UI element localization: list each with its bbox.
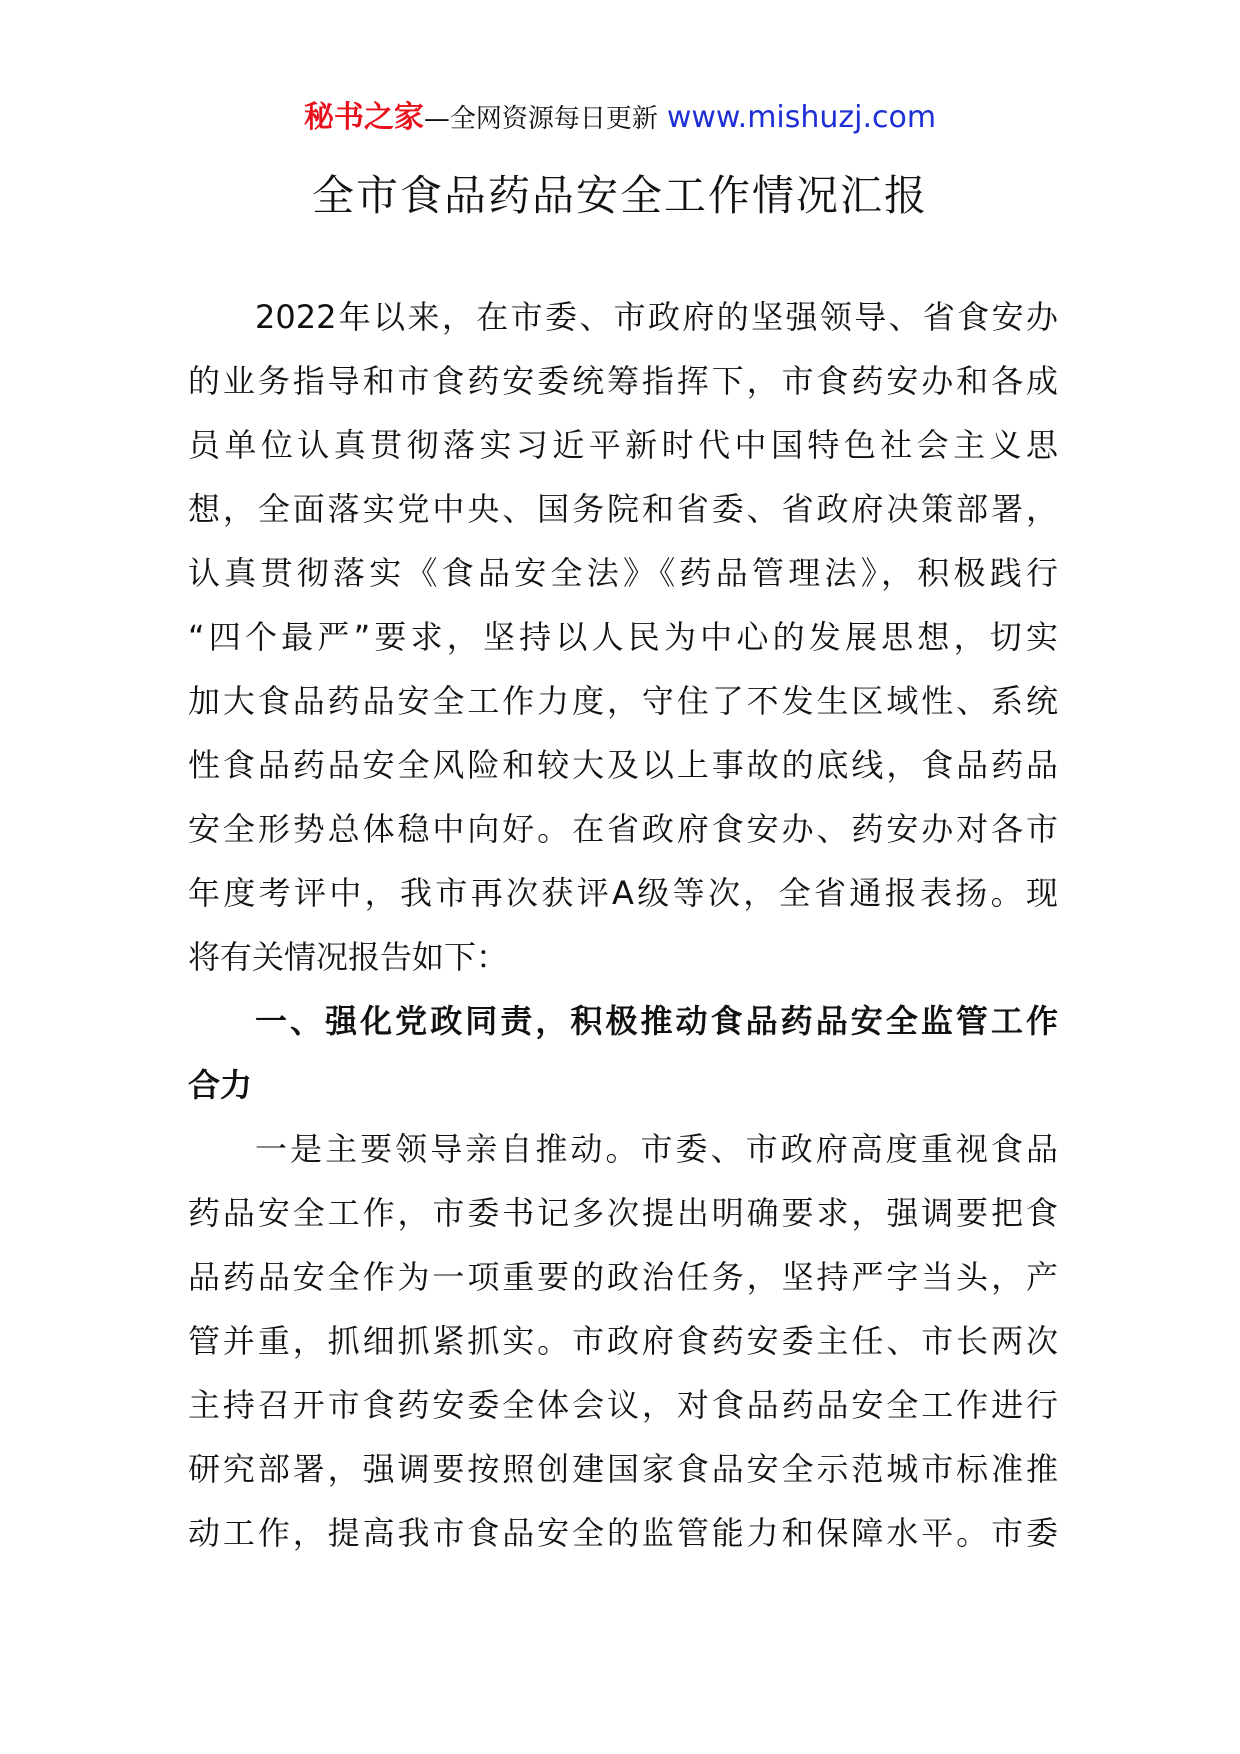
text-line: 年度考评中，我市再次获评A级等次，全省通报表扬。现 [188,874,1058,912]
text-line: 研究部署，强调要按照创建国家食品安全示范城市标准推 [188,1450,1058,1488]
text-line: 一是主要领导亲自推动。市委、市政府高度重视食品 [255,1130,1058,1168]
text-line: 加大食品药品安全工作力度，守住了不发生区域性、系统 [188,682,1058,720]
brand-name: 秘书之家 [303,100,424,135]
heading-line: 合力 [188,1066,253,1104]
text-line: 主持召开市食药安委全体会议，对食品药品安全工作进行 [188,1386,1058,1424]
header-slogan: —全网资源每日更新 [423,104,658,134]
text-line: “四个最严”要求，坚持以人民为中心的发展思想，切实 [188,618,1058,656]
text-line: 2022年以来，在市委、市政府的坚强领导、省食安办 [255,298,1058,336]
text-line: 员单位认真贯彻落实习近平新时代中国特色社会主义思 [188,426,1058,464]
heading-line: 一、强化党政同责，积极推动食品药品安全监管工作 [255,1002,1058,1040]
section-heading-1 [188,997,1058,1125]
text-line: 安全形势总体稳中向好。在省政府食安办、药安办对各市 [188,810,1058,848]
text-line: 动工作，提高我市食品安全的监管能力和保障水平。市委 [188,1514,1058,1552]
text-line: 性食品药品安全风险和较大及以上事故的底线，食品药品 [188,746,1058,784]
text-line: 药品安全工作，市委书记多次提出明确要求，强调要把食 [188,1194,1058,1232]
text-line: 的业务指导和市食药安委统筹指挥下，市食药安办和各成 [188,362,1058,400]
text-line: 想，全面落实党中央、国务院和省委、省政府决策部署， [188,490,1058,528]
document-body [188,293,1058,1573]
site-url-link[interactable]: www.mishuzj.com [666,100,937,135]
intro-paragraph [188,293,1058,997]
page-title: 全市食品药品安全工作情况汇报 [311,171,928,220]
section-paragraph-1 [188,1125,1058,1573]
text-line: 认真贯彻落实《食品安全法》《药品管理法》，积极践行 [188,554,1058,592]
text-line: 将有关情况报告如下： [188,938,509,976]
text-line: 管并重，抓细抓紧抓实。市政府食药安委主任、市长两次 [188,1322,1058,1360]
text-line: 品药品安全作为一项重要的政治任务，坚持严字当头，产 [188,1258,1058,1296]
site-header [0,98,1240,139]
